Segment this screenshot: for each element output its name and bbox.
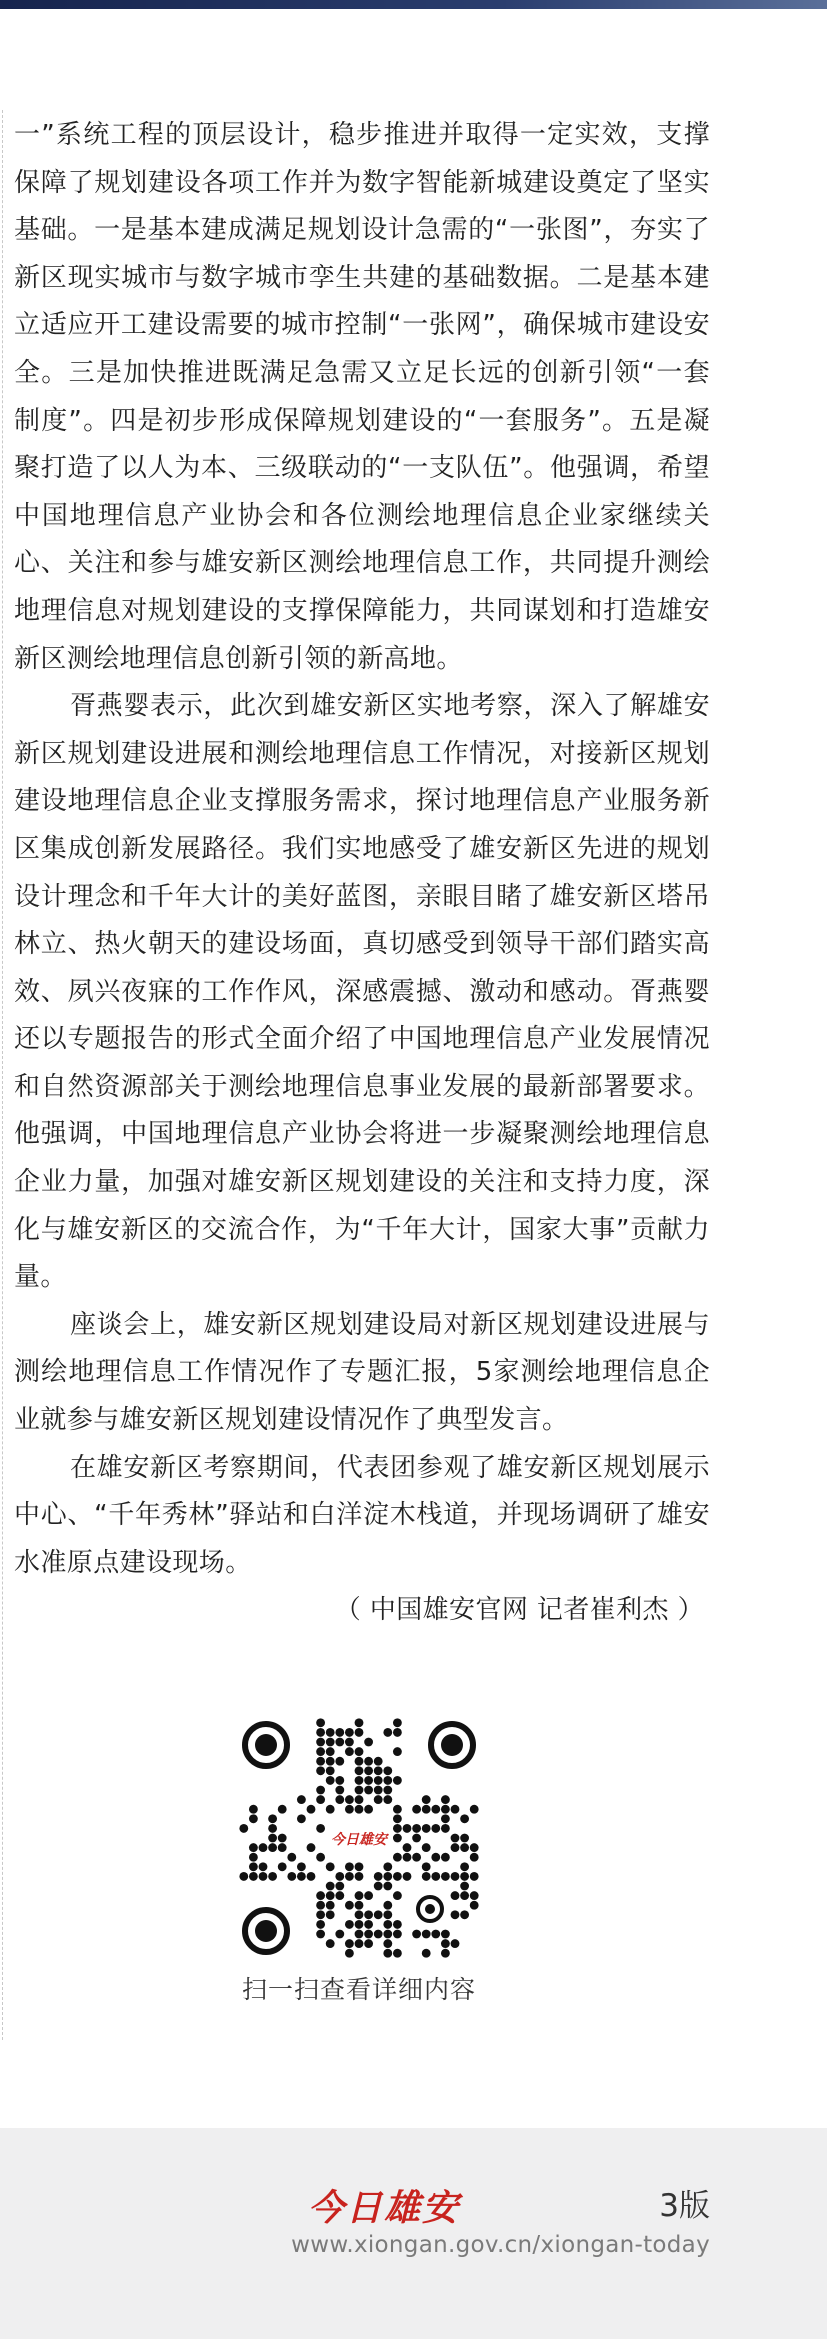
qr-module xyxy=(345,1738,354,1747)
qr-module xyxy=(355,1728,364,1737)
article-paragraph-3: 座谈会上，雄安新区规划建设局对新区规划建设进展与测绘地理信息工作情况作了专题汇报，5家测绘地理信息企业就参与雄安新区规划建设情况作了典型发言。 xyxy=(14,1309,710,1436)
qr-module xyxy=(393,1853,402,1862)
qr-module xyxy=(345,1805,354,1814)
qr-module xyxy=(355,1891,364,1900)
qr-module xyxy=(441,1930,450,1939)
qr-module xyxy=(412,1930,421,1939)
qr-module xyxy=(393,1891,402,1900)
qr-module xyxy=(326,1910,335,1919)
qr-module xyxy=(316,1853,325,1862)
footer-url-link[interactable]: www.xiongan.gov.cn/xiongan-today xyxy=(291,2232,710,2258)
qr-module xyxy=(393,1814,402,1823)
footer-page-number: 3版 xyxy=(659,2188,710,2224)
qr-module xyxy=(316,1757,325,1766)
qr-module xyxy=(451,1872,460,1881)
qr-module xyxy=(403,1872,412,1881)
qr-module xyxy=(383,1882,392,1891)
qr-module xyxy=(355,1757,364,1766)
qr-module xyxy=(307,1805,316,1814)
qr-module xyxy=(383,1862,392,1871)
qr-module xyxy=(316,1901,325,1910)
qr-module xyxy=(239,1824,248,1833)
qr-module xyxy=(278,1834,287,1843)
qr-module xyxy=(460,1843,469,1852)
qr-module xyxy=(364,1891,373,1900)
qr-module xyxy=(393,1728,402,1737)
footer-logo: 今日雄安 xyxy=(308,2187,461,2229)
qr-module xyxy=(364,1805,373,1814)
qr-module xyxy=(374,1776,383,1785)
qr-module xyxy=(345,1920,354,1929)
qr-module xyxy=(422,1843,431,1852)
qr-module xyxy=(460,1814,469,1823)
qr-module xyxy=(345,1728,354,1737)
qr-module xyxy=(383,1776,392,1785)
qr-module xyxy=(364,1939,373,1948)
qr-module xyxy=(374,1795,383,1804)
qr-module xyxy=(403,1843,412,1852)
qr-module xyxy=(451,1939,460,1948)
qr-module xyxy=(316,1738,325,1747)
qr-module xyxy=(393,1930,402,1939)
qr-module xyxy=(393,1805,402,1814)
qr-module xyxy=(374,1757,383,1766)
qr-module xyxy=(355,1939,364,1948)
qr-module xyxy=(345,1862,354,1871)
qr-module xyxy=(326,1805,335,1814)
qr-module xyxy=(249,1862,258,1871)
qr-module xyxy=(383,1930,392,1939)
qr-module xyxy=(316,1747,325,1756)
qr-module xyxy=(393,1824,402,1833)
qr-module xyxy=(451,1834,460,1843)
qr-module xyxy=(297,1862,306,1871)
qr-module xyxy=(268,1872,277,1881)
qr-module xyxy=(441,1872,450,1881)
qr-module xyxy=(431,1930,440,1939)
qr-module xyxy=(383,1920,392,1929)
qr-module xyxy=(374,1930,383,1939)
qr-module xyxy=(460,1862,469,1871)
qr-module xyxy=(470,1901,479,1910)
qr-module xyxy=(364,1757,373,1766)
qr-module xyxy=(460,1872,469,1881)
qr-module xyxy=(364,1766,373,1775)
qr-module xyxy=(374,1766,383,1775)
qr-module xyxy=(316,1795,325,1804)
qr-module xyxy=(422,1862,431,1871)
qr-module xyxy=(335,1728,344,1737)
qr-module xyxy=(249,1872,258,1881)
article-paragraph-4: 在雄安新区考察期间，代表团参观了雄安新区规划展示中心、“千年秀林”驿站和白洋淀木栈道，并现场调研了雄安水准原点建设现场。 xyxy=(14,1452,710,1578)
qr-module xyxy=(355,1920,364,1929)
qr-module xyxy=(393,1920,402,1929)
qr-module xyxy=(470,1891,479,1900)
qr-module xyxy=(441,1824,450,1833)
qr-module xyxy=(374,1872,383,1881)
qr-module xyxy=(345,1872,354,1881)
qr-module xyxy=(355,1901,364,1910)
qr-module xyxy=(249,1853,258,1862)
article-paragraph-1: 一”系统工程的顶层设计，稳步推进并取得一定实效，支撑保障了规划建设各项工作并为数字智能新城建设奠定了坚实基础。一是基本建成满足规划设计急需的“一张图”，夯实了新区现实城市与数字城市孪生共建的基础数据。二是基本建立适应开工建设需要的城市控制“一张网”，确保城市建设安全。三是加快推进既满足急需又立足长远的创新引领“一套制度”。四是初步形成保障规划建设的“一套服务”。五是凝聚打造了以人为本、三级联动的“一支队伍”。他强调，希望中国地理信息产业协会和各位测绘地理信息企业家继续关心、关注和参与雄安新区测绘地理信息工作，共同提升测绘地理信息对规划建设的支撑保障能力，共同谋划和打造雄安新区测绘地理信息创新引领的新高地。 xyxy=(14,120,710,674)
qr-module xyxy=(287,1853,296,1862)
qr-module xyxy=(268,1843,277,1852)
qr-module xyxy=(470,1872,479,1881)
qr-module xyxy=(374,1910,383,1919)
qr-module xyxy=(431,1872,440,1881)
qr-module xyxy=(460,1834,469,1843)
qr-module xyxy=(364,1786,373,1795)
qr-module xyxy=(412,1853,421,1862)
qr-module xyxy=(431,1805,440,1814)
qr-module xyxy=(307,1872,316,1881)
qr-caption: 扫一扫查看详细内容 xyxy=(241,1975,476,2004)
qr-module xyxy=(268,1834,277,1843)
qr-module xyxy=(422,1824,431,1833)
qr-module xyxy=(412,1805,421,1814)
qr-module xyxy=(460,1882,469,1891)
qr-module xyxy=(335,1757,344,1766)
qr-module xyxy=(383,1872,392,1881)
qr-module xyxy=(335,1930,344,1939)
qr-module xyxy=(431,1853,440,1862)
qr-module xyxy=(393,1718,402,1727)
qr-module xyxy=(393,1872,402,1881)
qr-module xyxy=(422,1872,431,1881)
qr-module xyxy=(422,1949,431,1958)
qr-module xyxy=(326,1901,335,1910)
margin-dashed-rule xyxy=(2,110,3,2040)
qr-module xyxy=(412,1824,421,1833)
qr-module xyxy=(403,1853,412,1862)
qr-module xyxy=(403,1824,412,1833)
qr-module xyxy=(383,1910,392,1919)
qr-module xyxy=(460,1910,469,1919)
qr-module xyxy=(374,1882,383,1891)
qr-module xyxy=(335,1882,344,1891)
qr-module xyxy=(259,1862,268,1871)
qr-module xyxy=(355,1910,364,1919)
qr-module xyxy=(345,1901,354,1910)
qr-module xyxy=(316,1786,325,1795)
qr-module xyxy=(278,1862,287,1871)
qr-module xyxy=(335,1786,344,1795)
qr-module xyxy=(393,1747,402,1756)
qr-module xyxy=(249,1805,258,1814)
qr-module xyxy=(297,1814,306,1823)
qr-module xyxy=(383,1766,392,1775)
qr-module xyxy=(335,1738,344,1747)
qr-module xyxy=(297,1872,306,1881)
qr-module xyxy=(316,1718,325,1727)
qr-module xyxy=(335,1795,344,1804)
qr-module xyxy=(441,1949,450,1958)
qr-module xyxy=(383,1939,392,1948)
qr-module xyxy=(412,1834,421,1843)
qr-module xyxy=(355,1930,364,1939)
qr-module xyxy=(345,1795,354,1804)
qr-module xyxy=(451,1891,460,1900)
qr-module xyxy=(355,1786,364,1795)
qr-module xyxy=(316,1766,325,1775)
qr-module xyxy=(441,1939,450,1948)
qr-module xyxy=(451,1843,460,1852)
qr-module xyxy=(316,1824,325,1833)
qr-module xyxy=(383,1795,392,1804)
qr-module xyxy=(383,1901,392,1910)
qr-module xyxy=(268,1814,277,1823)
qr-module xyxy=(364,1910,373,1919)
qr-module xyxy=(345,1939,354,1948)
qr-module xyxy=(326,1747,335,1756)
qr-module xyxy=(460,1891,469,1900)
qr-module xyxy=(326,1891,335,1900)
qr-module xyxy=(345,1949,354,1958)
qr-module xyxy=(355,1795,364,1804)
qr-module xyxy=(364,1776,373,1785)
qr-module xyxy=(316,1930,325,1939)
qr-module xyxy=(278,1805,287,1814)
qr-module xyxy=(335,1776,344,1785)
qr-module xyxy=(326,1862,335,1871)
article-body xyxy=(14,112,710,1635)
header-bar xyxy=(0,0,827,9)
qr-center-logo: 今日雄安 xyxy=(331,1832,387,1848)
qr-module xyxy=(441,1853,450,1862)
qr-module xyxy=(316,1910,325,1919)
qr-module xyxy=(259,1872,268,1881)
qr-module xyxy=(393,1949,402,1958)
qr-module xyxy=(441,1805,450,1814)
qr-module xyxy=(316,1920,325,1929)
qr-module xyxy=(355,1747,364,1756)
qr-module xyxy=(278,1843,287,1852)
qr-module xyxy=(355,1872,364,1881)
qr-module xyxy=(451,1910,460,1919)
qr-module xyxy=(451,1805,460,1814)
article-paragraph-2: 胥燕婴表示，此次到雄安新区实地考察，深入了解雄安新区规划建设进展和测绘地理信息工作情况，对接新区规划建设地理信息企业支撑服务需求，探讨地理信息产业服务新区集成创新发展路径。我们实地感受了雄安新区先进的规划设计理念和千年大计的美好蓝图，亲眼目睹了雄安新区塔吊林立、热火朝天的建设场面，真切感受到领导干部们踏实高效、夙兴夜寐的工作作风，深感震撼、激动和感动。胥燕婴还以专题报告的形式全面介绍了中国地理信息产业发展情况和自然资源部关于测绘地理信息事业发展的最新部署要求。他强调，中国地理信息产业协会将进一步凝聚测绘地理信息企业力量，加强对雄安新区规划建设的关注和支持力度，深化与雄安新区的交流合作，为“千年大计，国家大事”贡献力量。 xyxy=(14,691,710,1293)
qr-module xyxy=(355,1805,364,1814)
qr-module xyxy=(441,1795,450,1804)
page-footer xyxy=(0,2128,827,2339)
qr-module xyxy=(316,1891,325,1900)
qr-module xyxy=(364,1930,373,1939)
qr-module xyxy=(335,1891,344,1900)
qr-module xyxy=(393,1776,402,1785)
qr-module xyxy=(326,1728,335,1737)
qr-module xyxy=(422,1805,431,1814)
qr-module xyxy=(326,1766,335,1775)
qr-module xyxy=(326,1757,335,1766)
qr-module xyxy=(326,1738,335,1747)
qr-module xyxy=(326,1776,335,1785)
qr-module xyxy=(383,1949,392,1958)
qr-module xyxy=(422,1795,431,1804)
qr-module xyxy=(470,1853,479,1862)
qr-module xyxy=(355,1718,364,1727)
qr-module xyxy=(239,1872,248,1881)
article-byline: （ 中国雄安官网 记者崔利杰 ） xyxy=(334,1595,704,1626)
qr-module xyxy=(345,1747,354,1756)
qr-module xyxy=(431,1824,440,1833)
qr-module xyxy=(393,1834,402,1843)
qr-module xyxy=(470,1805,479,1814)
qr-module xyxy=(326,1939,335,1948)
qr-module xyxy=(355,1862,364,1871)
qr-module xyxy=(422,1930,431,1939)
qr-module xyxy=(307,1843,316,1852)
qr-module xyxy=(316,1728,325,1737)
qr-module xyxy=(355,1766,364,1775)
qr-module xyxy=(335,1872,344,1881)
qr-module xyxy=(470,1843,479,1852)
qr-module xyxy=(364,1738,373,1747)
qr-module xyxy=(249,1814,258,1823)
qr-module xyxy=(326,1882,335,1891)
qr-module xyxy=(374,1786,383,1795)
qr-module xyxy=(355,1776,364,1785)
qr-module xyxy=(441,1814,450,1823)
qr-module xyxy=(383,1728,392,1737)
qr-module xyxy=(249,1843,258,1852)
qr-module xyxy=(383,1786,392,1795)
qr-module xyxy=(268,1824,277,1833)
qr-module xyxy=(259,1843,268,1852)
qr-module xyxy=(287,1872,296,1881)
qr-code-image[interactable] xyxy=(239,1718,479,1958)
qr-module xyxy=(364,1920,373,1929)
qr-module xyxy=(297,1795,306,1804)
qr-code-block xyxy=(236,1718,482,2006)
